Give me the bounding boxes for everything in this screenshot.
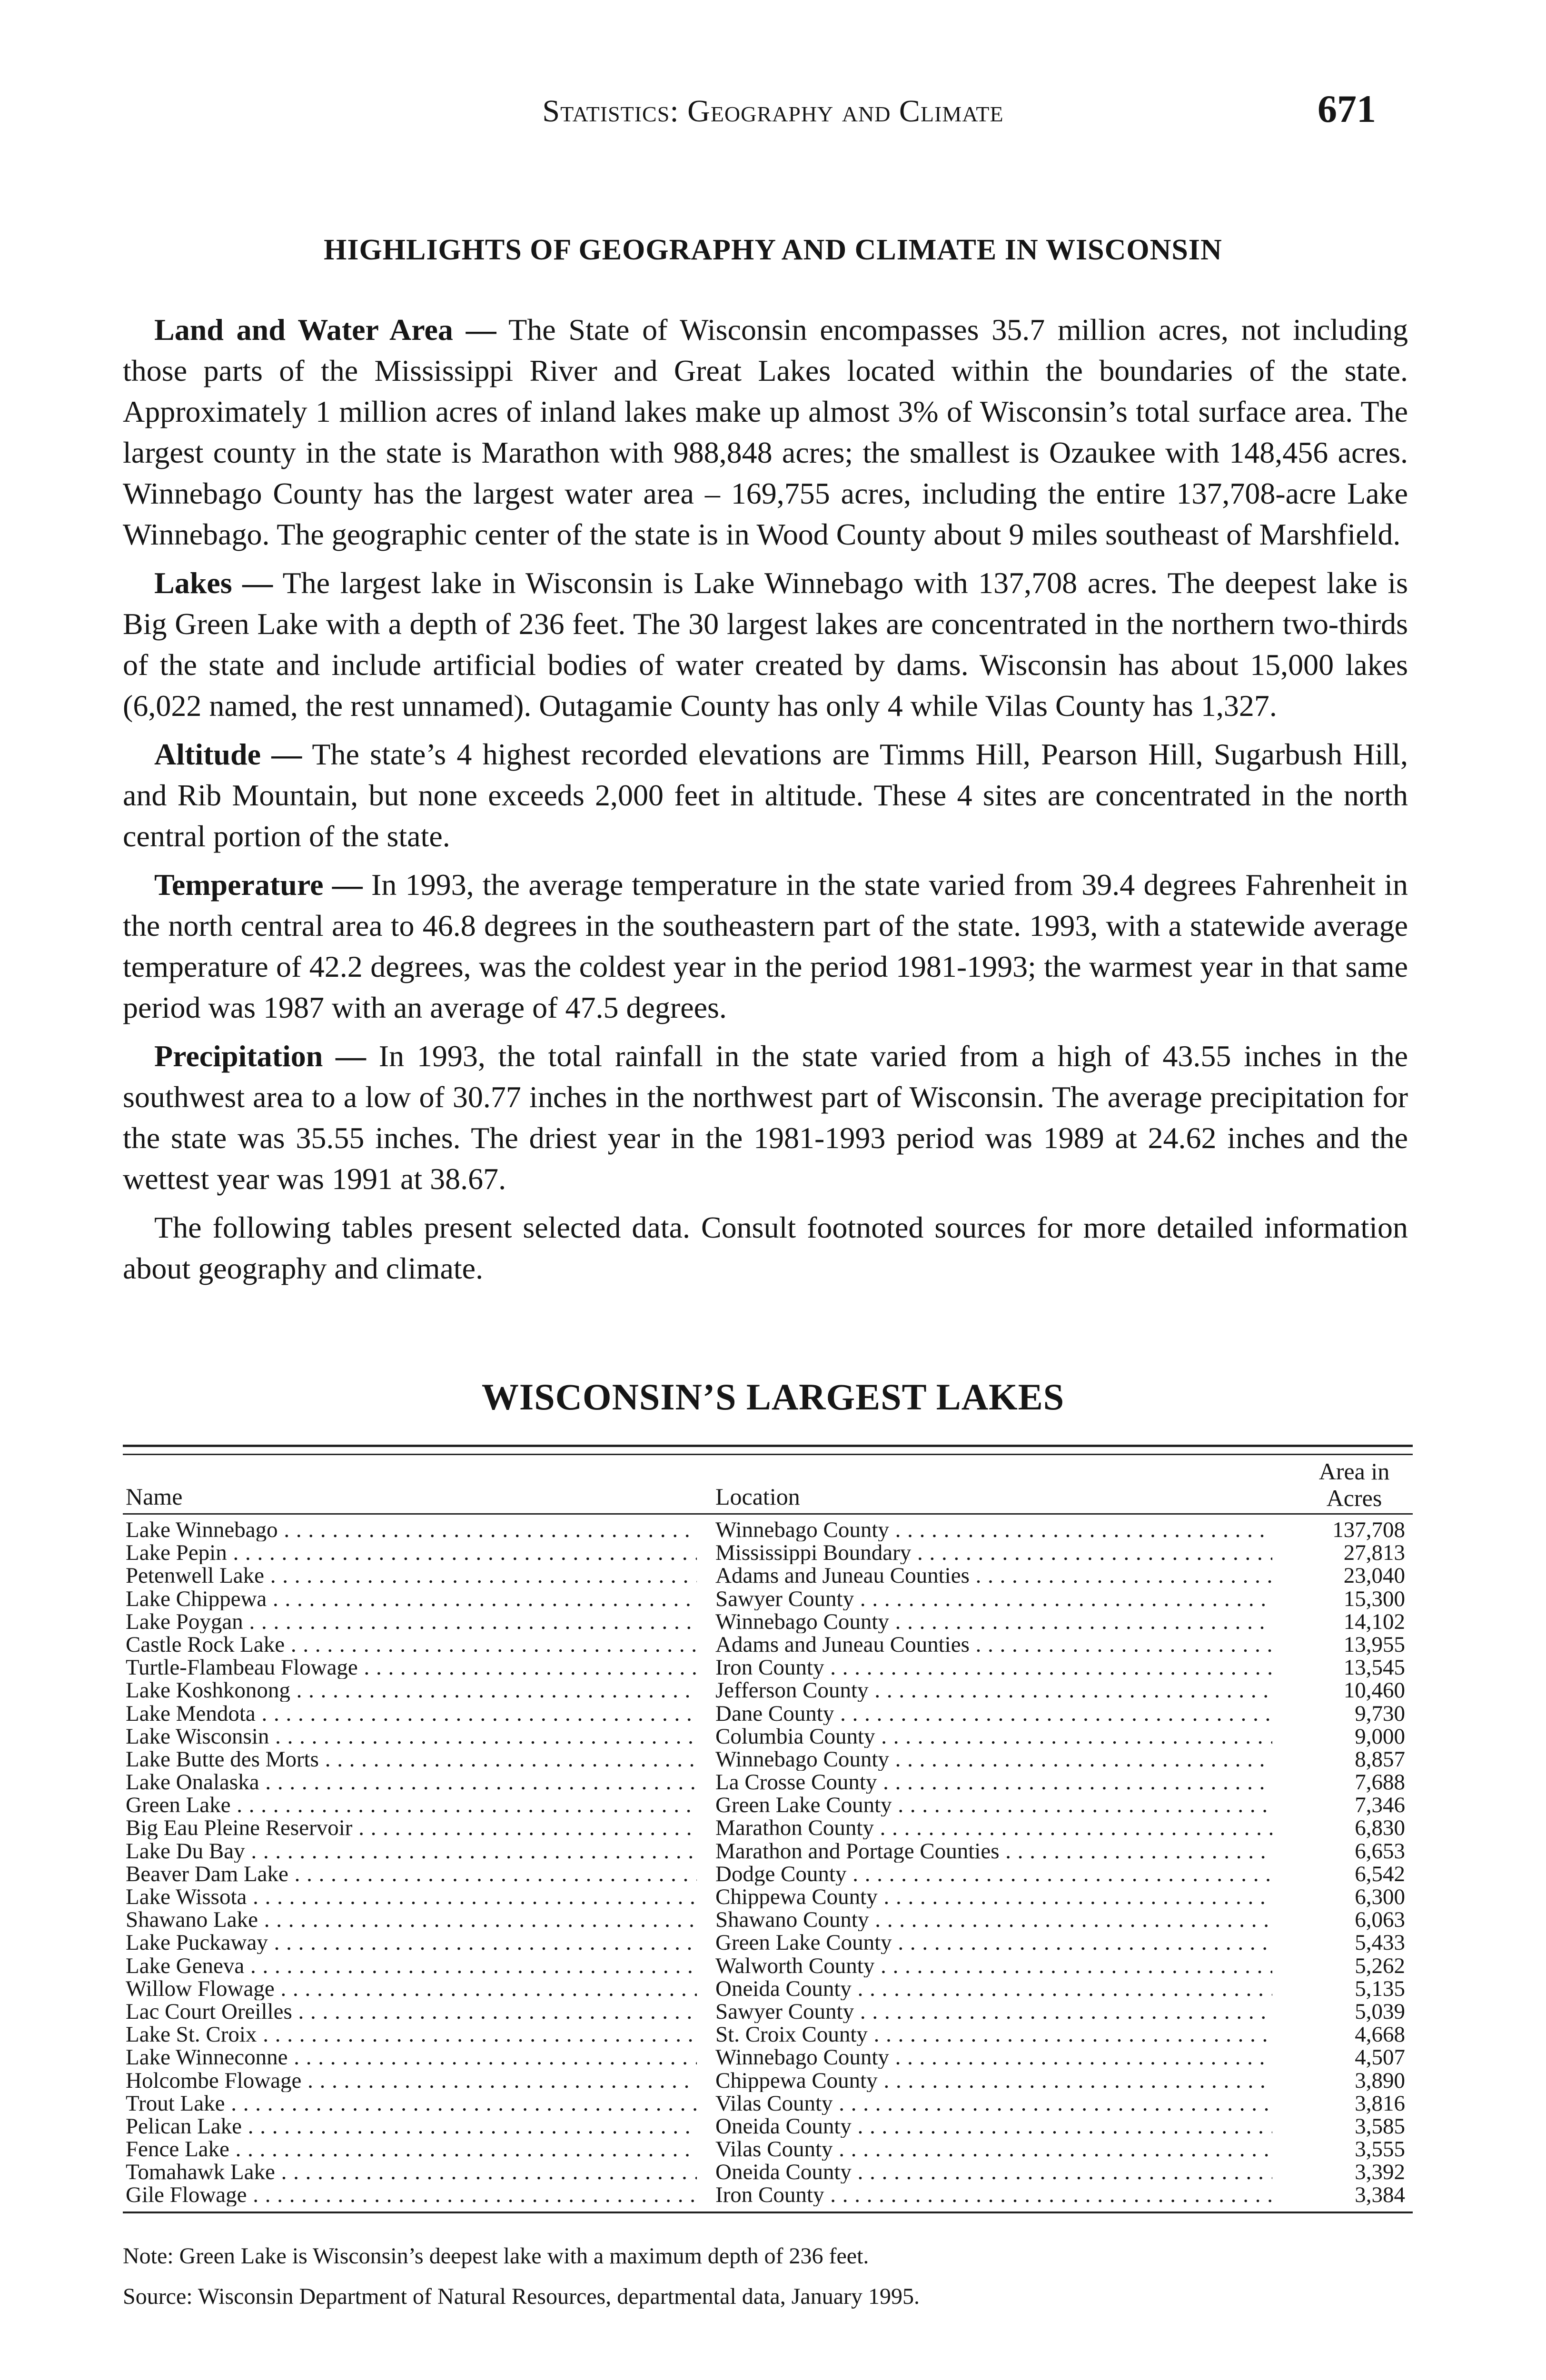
lake-area-cell: 8,857 [1355,1746,1405,1772]
lake-location-cell: Marathon and Portage Counties . . . [715,1840,1272,1863]
lakes-table-title: WISCONSIN’S LARGEST LAKES [481,1376,1065,1418]
table-row [123,1794,1413,1816]
lake-area-cell: 7,346 [1355,1793,1405,1818]
lake-area-cell: 5,433 [1355,1930,1405,1955]
lake-name-cell: Lake Du Bay . . . [126,1840,697,1863]
paragraph-text: The largest lake in Wisconsin is Lake Winnebago with 137,708 acres. The deepest lake is Big Green Lake with a depth of 236 feet. The 30 largest lakes are concentrated in the northern two-thirds of the state and include artificial bodies of water created by dams. Wisconsin has about 15,000 lakes (6,022 named, the rest unnamed). Outagamie County has only 4 while Vilas County has 1,327. [123,566,1408,723]
table-row [123,2046,1413,2069]
lake-name-cell: Pelican Lake . . . [126,2115,697,2138]
column-header-area-line2: Acres [1326,1485,1382,1511]
lake-name-cell: Beaver Dam Lake . . . [126,1863,697,1885]
table-row [123,1656,1413,1679]
table-row [123,1908,1413,1931]
lake-name-cell: Lake Wisconsin . . . [126,1725,697,1748]
lake-area-cell: 5,039 [1355,1999,1405,2024]
lake-location-cell: Winnebago County . . . [715,2046,1272,2069]
lake-location-cell: Oneida County . . . [715,1977,1272,2000]
table-row [123,2023,1413,2046]
lake-name-cell: Lake Puckaway . . . [126,1931,697,1954]
highlights-title: HIGHLIGHTS OF GEOGRAPHY AND CLIMATE IN WISCONSIN [324,234,1222,266]
lake-location-cell: Marathon County . . . [715,1816,1272,1839]
lake-area-cell: 13,545 [1343,1655,1405,1680]
lake-location-cell: St. Croix County . . . [715,2023,1272,2046]
lake-location-cell: Vilas County . . . [715,2092,1272,2115]
table-row [123,1931,1413,1954]
lake-area-cell: 6,063 [1355,1907,1405,1933]
lake-name-cell: Lake Wissota . . . [126,1885,697,1908]
table-note: Note: Green Lake is Wisconsin’s deepest lake with a maximum depth of 236 feet. [123,2243,869,2269]
lake-location-cell: Columbia County . . . [715,1725,1272,1748]
table-row [123,2115,1413,2138]
lake-location-cell: Chippewa County . . . [715,1885,1272,1908]
lake-location-cell: Green Lake County . . . [715,1794,1272,1816]
lake-location-cell: Walworth County . . . [715,1954,1272,1977]
lake-area-cell: 10,460 [1343,1678,1405,1703]
lake-area-cell: 15,300 [1343,1586,1405,1611]
lake-area-cell: 13,955 [1343,1632,1405,1657]
lake-area-cell: 3,384 [1355,2182,1405,2208]
paragraph-text: The following tables present selected data. Consult footnoted sources for more detailed information about geography and climate. [123,1210,1408,1285]
table-header [123,1455,1413,1513]
lake-name-cell: Willow Flowage . . . [126,1977,697,2000]
table-row [123,1748,1413,1771]
table-row [123,1610,1413,1633]
highlights-body [123,309,1408,1297]
lake-area-cell: 4,668 [1355,2022,1405,2047]
table-row [123,1541,1413,1564]
lake-name-cell: Gile Flowage . . . [126,2183,697,2206]
table-row [123,1587,1413,1610]
table-row [123,1771,1413,1794]
lake-name-cell: Lake Poygan . . . [126,1610,697,1633]
lake-name-cell: Lake Pepin . . . [126,1541,697,1564]
lake-name-cell: Lake Onalaska . . . [126,1771,697,1794]
table-row [123,1885,1413,1908]
lake-location-cell: Jefferson County . . . [715,1679,1272,1702]
lake-area-cell: 5,262 [1355,1953,1405,1978]
lake-name-cell: Lake Mendota . . . [126,1702,697,1725]
paragraph-text: The state’s 4 highest recorded elevations are Timms Hill, Pearson Hill, Sugarbush Hill, and Rib Mountain, but none exceeds 2,000 feet in altitude. These 4 sites are concentrated in the north central portion of the state. [123,737,1408,853]
lake-name-cell: Green Lake . . . [126,1794,697,1816]
lake-area-cell: 27,813 [1343,1540,1405,1566]
lake-name-cell: Lake Winneconne . . . [126,2046,697,2069]
lake-name-cell: Lake St. Croix . . . [126,2023,697,2046]
table-row [123,1816,1413,1839]
lake-location-cell: Adams and Juneau Counties . . . [715,1633,1272,1656]
lake-location-cell: Chippewa County . . . [715,2069,1272,2092]
lake-name-cell: Lake Butte des Morts . . . [126,1748,697,1771]
lake-location-cell: Winnebago County . . . [715,1748,1272,1771]
lake-area-cell: 3,585 [1355,2113,1405,2139]
lake-area-cell: 137,708 [1332,1517,1405,1542]
lake-location-cell: Oneida County . . . [715,2115,1272,2138]
lake-area-cell: 6,542 [1355,1861,1405,1886]
lake-name-cell: Petenwell Lake . . . [126,1564,697,1587]
lake-name-cell: Turtle-Flambeau Flowage . . . [126,1656,697,1679]
lake-location-cell: Vilas County . . . [715,2138,1272,2161]
lake-area-cell: 6,300 [1355,1884,1405,1909]
lake-location-cell: Sawyer County . . . [715,2000,1272,2023]
lake-area-cell: 6,830 [1355,1815,1405,1841]
lake-location-cell: Green Lake County . . . [715,1931,1272,1954]
paragraph-lead: Altitude — [154,737,302,771]
table-source: Source: Wisconsin Department of Natural Resources, departmental data, January 1995. [123,2284,920,2309]
lake-location-cell: Iron County . . . [715,1656,1272,1679]
lake-location-cell: Iron County . . . [715,2183,1272,2206]
lake-area-cell: 14,102 [1343,1609,1405,1634]
table-row [123,1840,1413,1863]
table-row [123,1633,1413,1656]
table-body [123,1515,1413,2207]
lake-location-cell: Oneida County . . . [715,2161,1272,2183]
lake-name-cell: Fence Lake . . . [126,2138,697,2161]
running-header [0,84,1546,146]
table-row [123,2069,1413,2092]
lake-name-cell: Lac Court Oreilles . . . [126,2000,697,2023]
lake-area-cell: 3,555 [1355,2137,1405,2162]
lake-location-cell: Shawano County . . . [715,1908,1272,1931]
lake-area-cell: 3,392 [1355,2160,1405,2185]
table-row [123,2000,1413,2023]
paragraph-lead: Lakes — [154,566,273,600]
lake-area-cell: 7,688 [1355,1770,1405,1795]
paragraph-lead: Precipitation — [154,1039,367,1073]
lake-area-cell: 9,730 [1355,1701,1405,1726]
lake-location-cell: Adams and Juneau Counties . . . [715,1564,1272,1587]
column-header-area [1299,1458,1409,1511]
table-row [123,1977,1413,2000]
lake-name-cell: Castle Rock Lake . . . [126,1633,697,1656]
lake-area-cell: 6,653 [1355,1838,1405,1864]
table-row [123,1863,1413,1885]
table-row [123,1564,1413,1587]
column-header-location: Location [715,1483,800,1510]
lake-area-cell: 5,135 [1355,1976,1405,2001]
paragraph-closing [123,1207,1408,1289]
paragraph-land-water [123,309,1408,555]
table-row [123,2183,1413,2206]
table-row [123,2138,1413,2161]
paragraph-text: The State of Wisconsin encompasses 35.7 million acres, not including those parts of the Mississippi River and Great Lakes located within the boundaries of the state. Approximately 1 million acres of inland lakes make up almost 3% of Wisconsin’s total surface area. The largest county in the state is Marathon with 988,848 acres; the smallest is Ozaukee with 148,456 acres. Winnebago County has the largest water area – 169,755 acres, including the entire 137,708-acre Lake Winnebago. The geographic center of the state is in Wood County about 9 miles southeast of Marshfield. [123,313,1408,551]
paragraph-temperature [123,864,1408,1028]
lake-area-cell: 3,816 [1355,2091,1405,2116]
page-number: 671 [1318,87,1376,130]
lake-name-cell: Lake Geneva . . . [126,1954,697,1977]
lakes-table [123,1445,1413,2213]
table-row [123,1518,1413,1541]
paragraph-lead: Temperature — [154,868,363,902]
lake-area-cell: 23,040 [1343,1563,1405,1588]
lake-name-cell: Shawano Lake . . . [126,1908,697,1931]
paragraph-altitude [123,734,1408,857]
lake-location-cell: Dodge County . . . [715,1863,1272,1885]
running-title: Statistics: Geography and Climate [542,94,1004,129]
table-row [123,1679,1413,1702]
table-bottom-rule [123,2211,1413,2213]
lake-location-cell: Winnebago County . . . [715,1610,1272,1633]
lake-location-cell: Mississippi Boundary . . . [715,1541,1272,1564]
lake-name-cell: Lake Winnebago . . . [126,1518,697,1541]
lake-location-cell: La Crosse County . . . [715,1771,1272,1794]
lake-name-cell: Big Eau Pleine Reservoir . . . [126,1816,697,1839]
paragraph-lakes [123,563,1408,726]
lake-name-cell: Tomahawk Lake . . . [126,2161,697,2183]
lake-name-cell: Trout Lake . . . [126,2092,697,2115]
lake-location-cell: Sawyer County . . . [715,1587,1272,1610]
lake-name-cell: Holcombe Flowage . . . [126,2069,697,2092]
lake-area-cell: 3,890 [1355,2068,1405,2093]
table-row [123,2161,1413,2183]
paragraph-precipitation [123,1036,1408,1200]
lake-name-cell: Lake Koshkonong . . . [126,1679,697,1702]
lake-area-cell: 9,000 [1355,1724,1405,1749]
paragraph-lead: Land and Water Area — [154,313,496,347]
column-header-area-line1: Area in [1318,1458,1390,1485]
table-row [123,2092,1413,2115]
table-row [123,1725,1413,1748]
table-row [123,1702,1413,1725]
lake-location-cell: Dane County . . . [715,1702,1272,1725]
paragraph-text: In 1993, the total rainfall in the state varied from a high of 43.55 inches in the southwest area to a low of 30.77 inches in the northwest part of Wisconsin. The average precipitation for the state was 35.55 inches. The driest year in the 1981-1993 period was 1989 at 24.62 inches and the wettest year was 1991 at 38.67. [123,1039,1408,1196]
table-row [123,1954,1413,1977]
lake-location-cell: Winnebago County . . . [715,1518,1272,1541]
column-header-name: Name [126,1483,183,1510]
paragraph-text: In 1993, the average temperature in the state varied from 39.4 degrees Fahrenheit in the north central area to 46.8 degrees in the southeastern part of the state. 1993, with a statewide average temperature of 42.2 degrees, was the coldest year in the period 1981-1993; the warmest year in that same period was 1987 with an average of 47.5 degrees. [123,868,1408,1024]
lake-area-cell: 4,507 [1355,2045,1405,2070]
table-top-rule [123,1445,1413,1447]
lake-name-cell: Lake Chippewa . . . [126,1587,697,1610]
